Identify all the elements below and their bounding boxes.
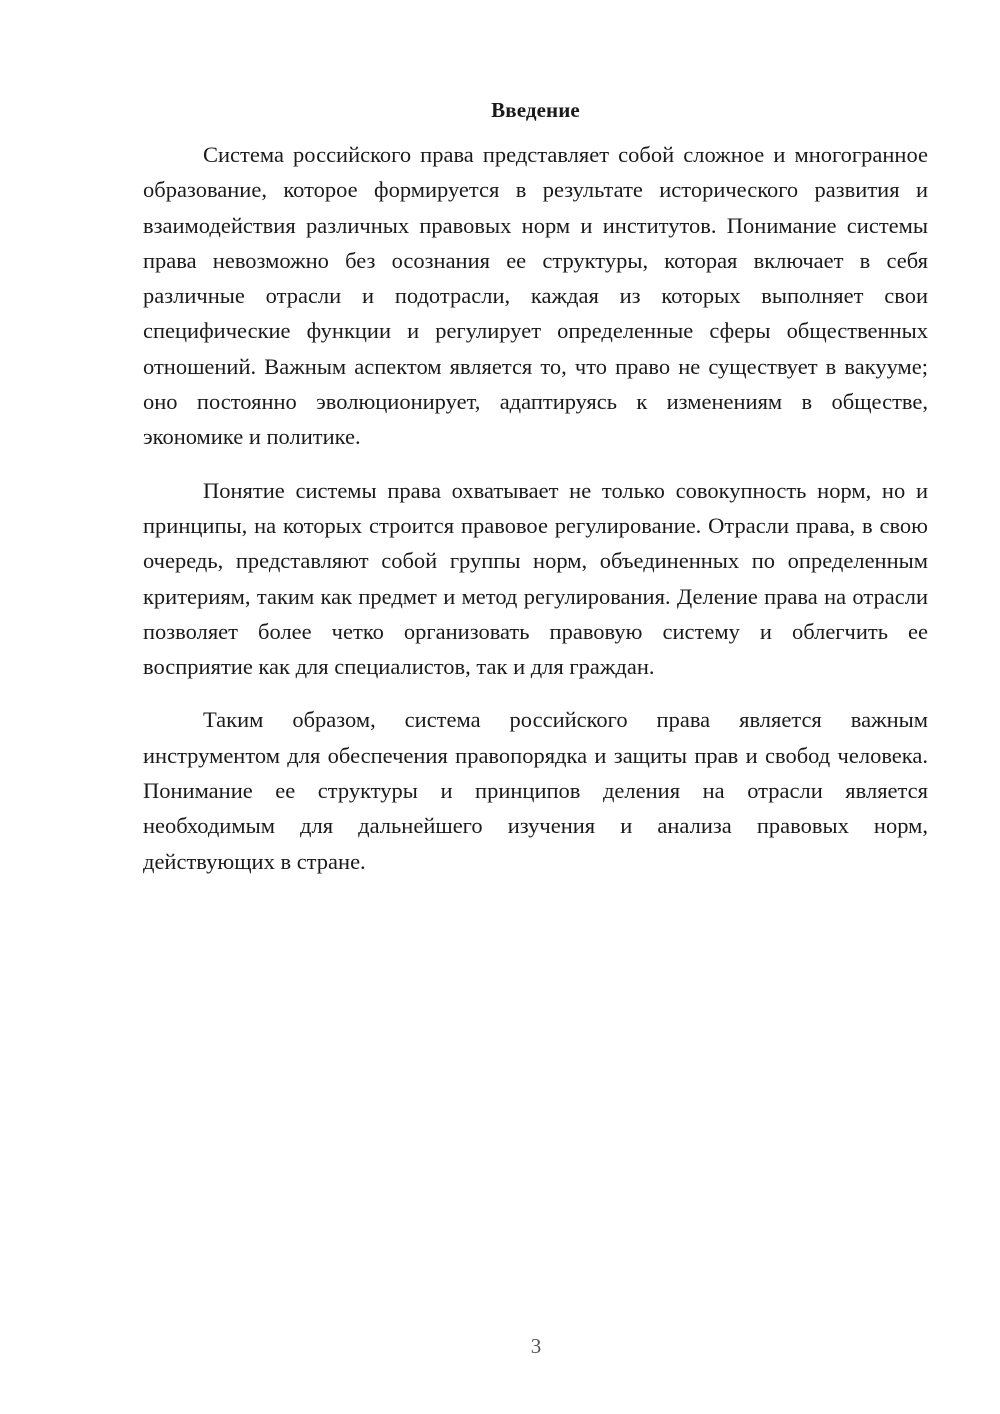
paragraph-1: Система российского права представляет собой сложное и многогранное образование, которое формируется в результате исторического развития и взаимодействия различных правовых норм и институтов. Понимание системы права невозможно без осознания ее структуры, которая включает в себя различные отрасли и подотрасли, каждая из которых выполняет свои специфические функции и регулирует определенные сферы общественных отношений. Важным аспектом является то, что право не существует в вакууме; оно постоянно эволюционирует, адаптируясь к изменениям в обществе, экономике и политике. [143, 142, 928, 450]
section-heading: Введение [491, 98, 580, 122]
page-content [143, 95, 928, 897]
paragraph-3: Таким образом, система российского права является важным инструментом для обеспечения правопорядка и защиты прав и свобод человека. Понимание ее структуры и принципов деления на отрасли является необходимым для дальнейшего изучения и анализа правовых норм, действующих в стране. [143, 707, 928, 874]
paragraph-2: Понятие системы права охватывает не только совокупность норм, но и принципы, на которых строится правовое регулирование. Отрасли права, в свою очередь, представляют собой группы норм, объединенных по определенным критериям, таким как предмет и метод регулирования. Деление права на отрасли позволяет более четко организовать правовую систему и облегчить ее восприятие как для специалистов, так и для граждан. [143, 477, 928, 680]
page-number: 3 [530, 1334, 542, 1358]
